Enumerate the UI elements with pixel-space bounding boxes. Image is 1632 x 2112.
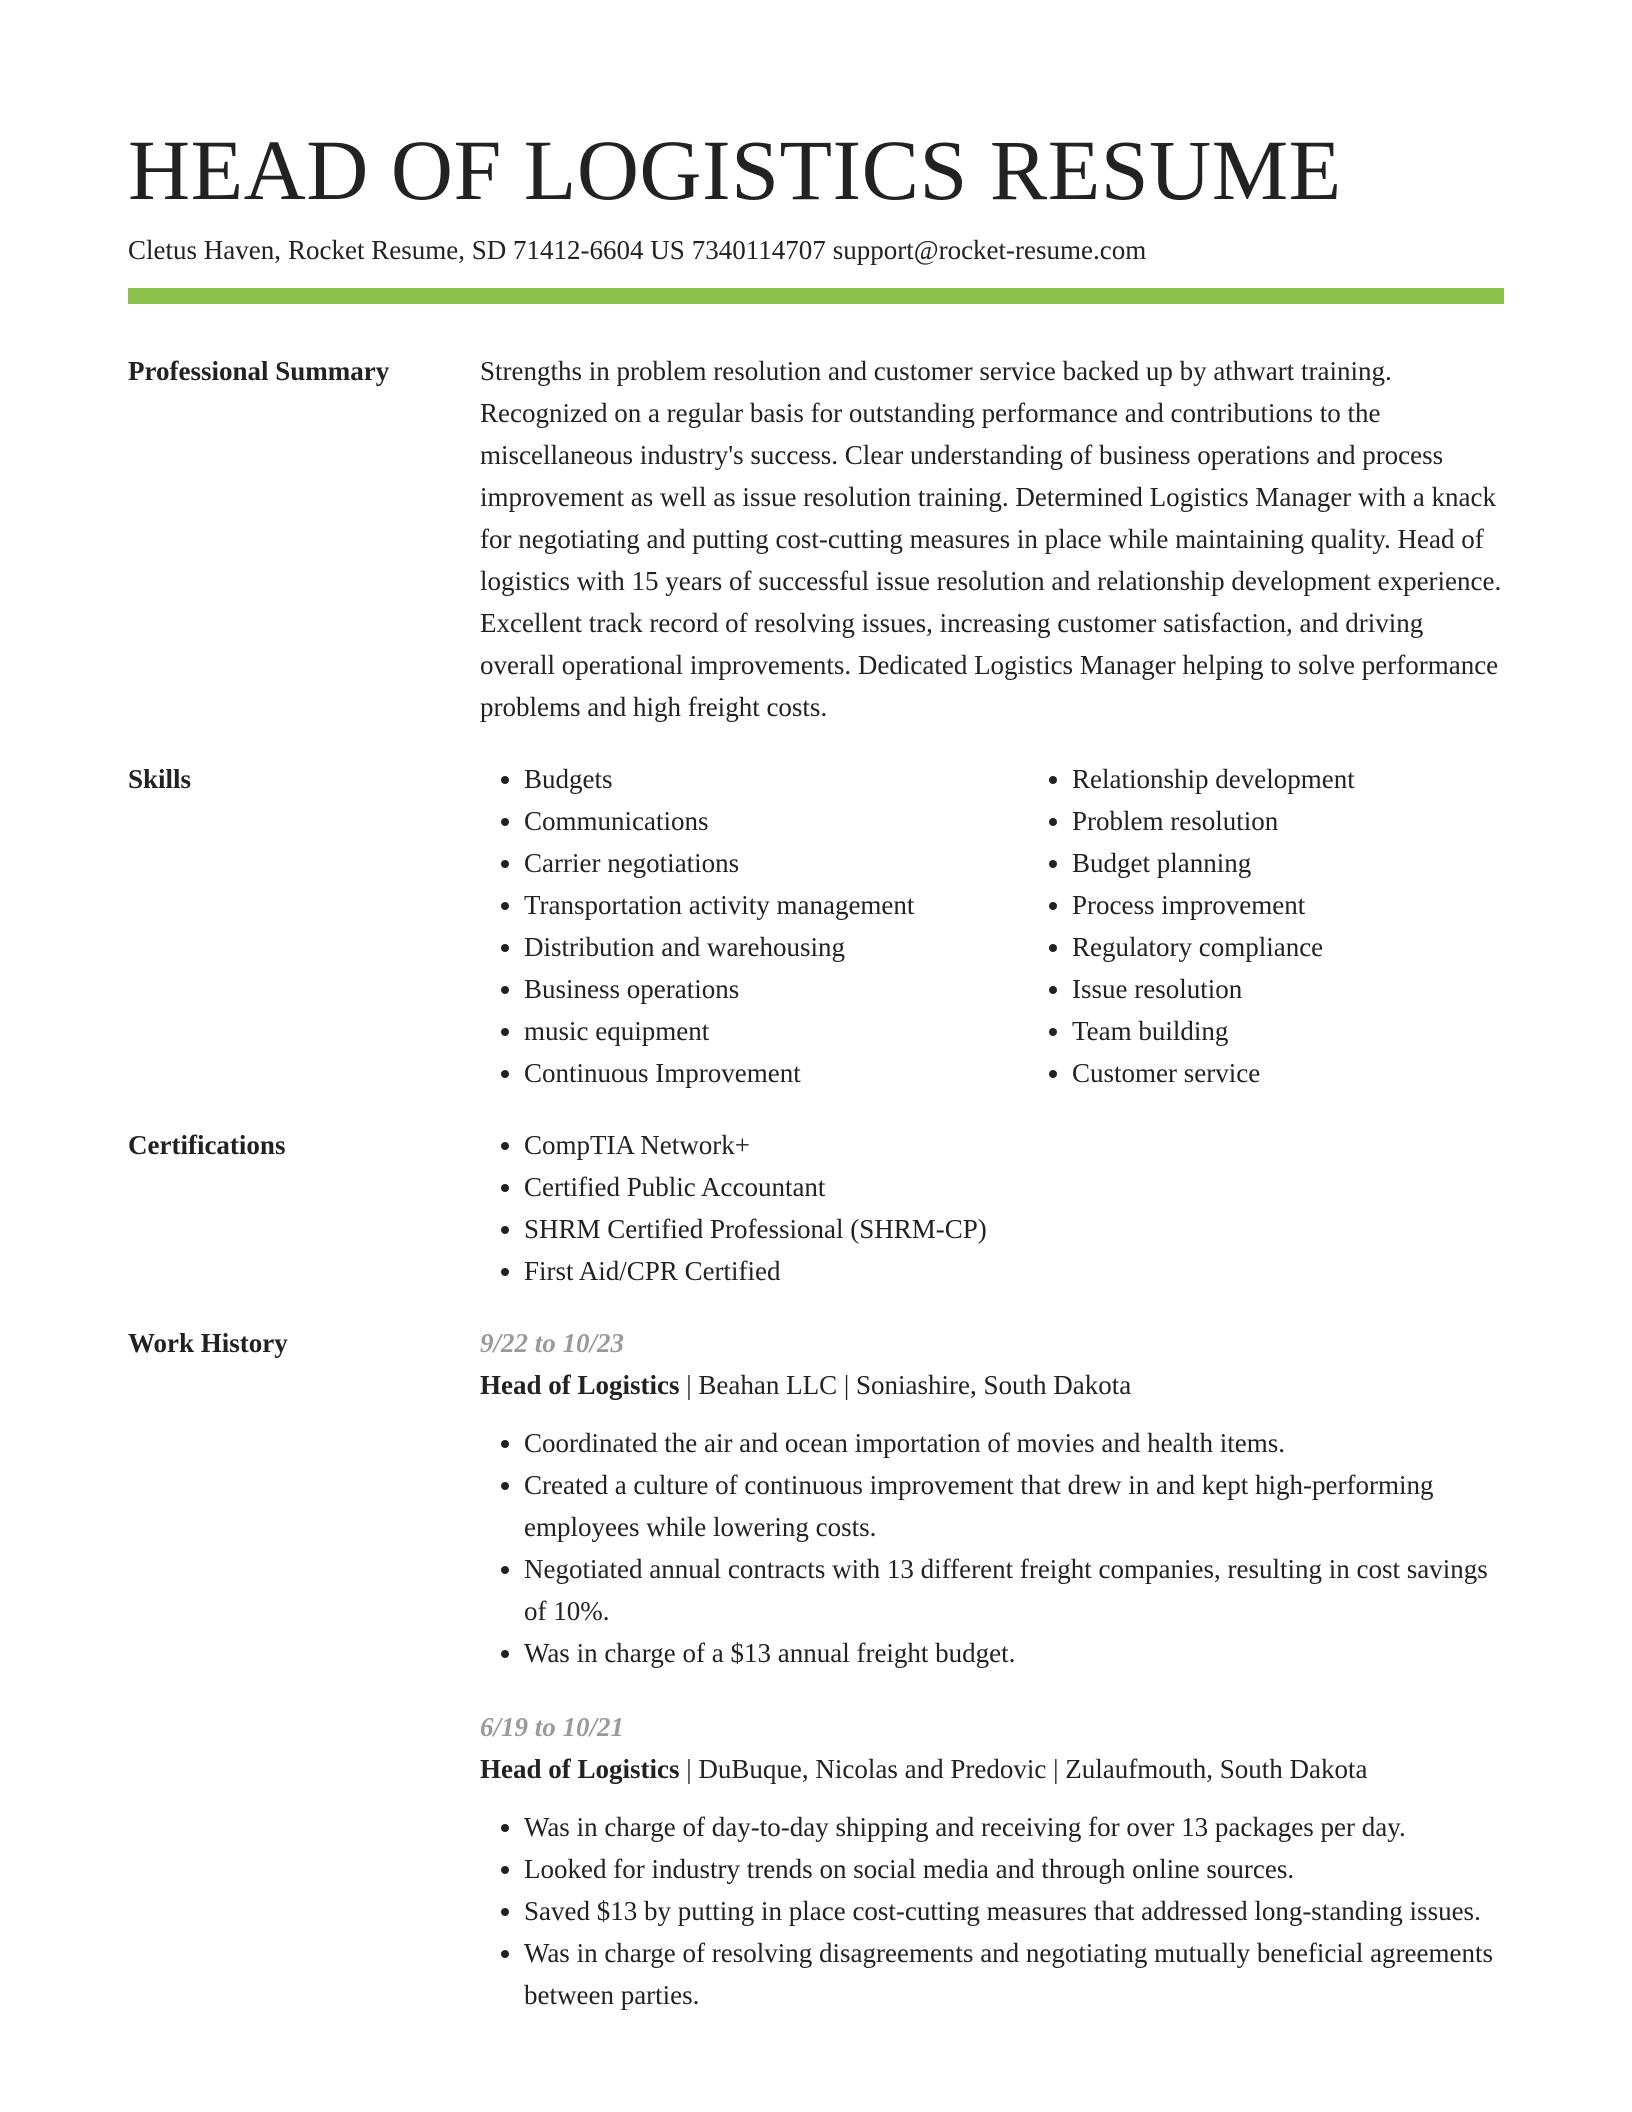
skill-item: • Business operations (524, 968, 1028, 1010)
contact-email: support@rocket-resume.com (832, 235, 1147, 265)
job-title: Head of Logistics (480, 1754, 680, 1784)
certification-item: • First Aid/CPR Certified (524, 1250, 1504, 1292)
job-heading (480, 1364, 1504, 1406)
job-entry (480, 1322, 1504, 1674)
job-title: Head of Logistics (480, 1370, 680, 1400)
job-dates: 9/22 to 10/23 (480, 1328, 625, 1358)
job-duties-list (480, 1806, 1504, 2016)
job-duty: • Negotiated annual contracts with 13 different freight companies, resulting in cost savings of 10%. (524, 1548, 1504, 1632)
skill-item: • Issue resolution (1072, 968, 1576, 1010)
work-history-section (128, 1322, 1504, 2016)
job-dates: 6/19 to 10/21 (480, 1712, 625, 1742)
skill-item: • Customer service (1072, 1052, 1576, 1094)
certification-item: • SHRM Certified Professional (SHRM-CP) (524, 1208, 1504, 1250)
job-duty: • Was in charge of a $13 annual freight budget. (524, 1632, 1504, 1674)
certifications-list (480, 1124, 1504, 1292)
skill-item: • Transportation activity management (524, 884, 1028, 926)
skill-item: • music equipment (524, 1010, 1028, 1052)
skill-item: • Carrier negotiations (524, 842, 1028, 884)
skills-list-right (1028, 758, 1576, 1094)
certification-item: • CompTIA Network+ (524, 1124, 1504, 1166)
job-employer-location: | DuBuque, Nicolas and Predovic | Zulaufmouth, South Dakota (679, 1754, 1368, 1784)
resume-page (128, 0, 1504, 2016)
contact-line (128, 232, 1504, 268)
summary-heading: Professional Summary (128, 356, 390, 386)
skills-heading: Skills (128, 764, 192, 794)
summary-text: Strengths in problem resolution and customer service backed up by athwart training. Recognized on a regular basis for outstanding performance and contributions to the miscellaneous industry's success. Clear understanding of business operations and process improvement as well as issue resolution training. Determined Logistics Manager with a knack for negotiating and putting cost-cutting measures in place while maintaining quality. Head of logistics with 15 years of successful issue resolution and relationship development experience. Excellent track record of resolving issues, increasing customer satisfaction, and driving overall operational improvements. Dedicated Logistics Manager helping to solve performance problems and high freight costs. (480, 356, 1502, 722)
skill-item: • Relationship development (1072, 758, 1576, 800)
skill-item: • Regulatory compliance (1072, 926, 1576, 968)
skill-item: • Problem resolution (1072, 800, 1576, 842)
skill-item: • Distribution and warehousing (524, 926, 1028, 968)
contact-name: Cletus Haven, (128, 235, 281, 265)
skills-list-left (480, 758, 1028, 1094)
skills-section (128, 758, 1504, 1094)
skill-item: • Team building (1072, 1010, 1576, 1052)
job-duty: • Coordinated the air and ocean importation of movies and health items. (524, 1422, 1504, 1464)
job-heading (480, 1748, 1504, 1790)
certification-item: • Certified Public Accountant (524, 1166, 1504, 1208)
certifications-section (128, 1124, 1504, 1292)
resume-title: HEAD OF LOGISTICS RESUME (128, 122, 1342, 218)
job-entry (480, 1706, 1504, 2016)
skill-item: • Budgets (524, 758, 1028, 800)
header-divider (128, 288, 1504, 304)
job-duty: • Looked for industry trends on social media and through online sources. (524, 1848, 1504, 1890)
summary-section (128, 350, 1504, 728)
job-duty: • Created a culture of continuous improvement that drew in and kept high-performing employees while lowering costs. (524, 1464, 1504, 1548)
job-duty: • Was in charge of resolving disagreements and negotiating mutually beneficial agreements between parties. (524, 1932, 1504, 2016)
contact-phone: 7340114707 (691, 235, 826, 265)
job-duty: • Was in charge of day-to-day shipping and receiving for over 13 packages per day. (524, 1806, 1504, 1848)
skill-item: • Communications (524, 800, 1028, 842)
job-duty: • Saved $13 by putting in place cost-cutting measures that addressed long-standing issues. (524, 1890, 1504, 1932)
job-employer-location: | Beahan LLC | Soniashire, South Dakota (679, 1370, 1132, 1400)
work-history-heading: Work History (128, 1328, 288, 1358)
skill-item: • Continuous Improvement (524, 1052, 1028, 1094)
skill-item: • Budget planning (1072, 842, 1576, 884)
contact-location: Rocket Resume, SD 71412-6604 US (287, 235, 685, 265)
skill-item: • Process improvement (1072, 884, 1576, 926)
job-duties-list (480, 1422, 1504, 1674)
certifications-heading: Certifications (128, 1130, 286, 1160)
